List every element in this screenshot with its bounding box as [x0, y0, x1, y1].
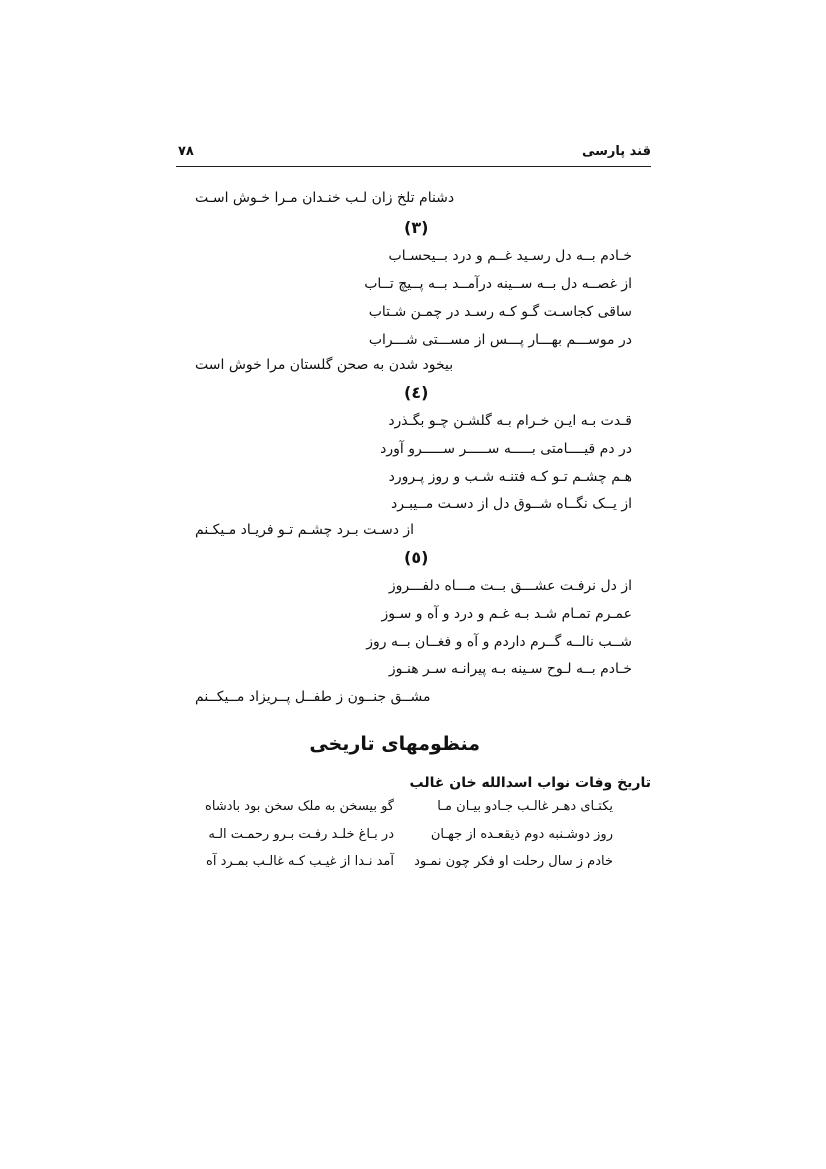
stanza-3-refrain: بیخود شدن به صحن گلستان مرا خوش است [195, 357, 454, 373]
stanza-5-line: از دل نرفـت عشـــق بــت مـــاه دلفـــروز [388, 578, 632, 594]
stanza-4-refrain: از دسـت بـرد چشـم تـو فریـاد مـیکـنم [195, 522, 415, 538]
stanza-number-4: (٤) [404, 383, 429, 402]
stanza-5-line: عمـرم تمـام شـد بـه غـم و درد و آه و سـوز [381, 606, 632, 622]
stanza-number-5: (٥) [404, 548, 429, 567]
stanza-4-line: در دم قیــــامتی بـــــه ســـــر ســـــرو آورد [380, 441, 632, 457]
header-rule [176, 166, 651, 167]
stanza-4-line: قـدت بـه ایـن خـرام بـه گلشـن چـو بگـذرد [388, 413, 632, 429]
stanza-4-line: هـم چشـم تـو کـه فتنـه شـب و روز پـرورد [388, 469, 632, 485]
stanza-5-refrain: مشــق جنــون ز طفــل پــریزاد مــیکــنم [195, 689, 431, 705]
poem-intro-line: دشنام تلخ زان لـب خنـدان مـرا خـوش اسـت [195, 190, 455, 206]
chronogram-right-hemistich: روز دوشـنبه دوم ذیقعـده از جهـان [430, 827, 613, 842]
chronogram-left-hemistich: آمد نـدا از غیـب کـه غالـب بمـرد آه [206, 854, 394, 869]
chronogram-left-hemistich: در بـاغ خلـد رفـت بـرو رحمـت الـه [208, 827, 394, 842]
section-title: منظومهای تاریخی [309, 733, 480, 755]
stanza-3-line: خـادم بــه دل رسـید غــم و درد بــیحسـاب [388, 248, 632, 264]
chronogram-left-hemistich: گو بیسخن به ملک سخن بود بادشاه [205, 799, 394, 814]
stanza-3-line: از غصــه دل بــه ســینه درآمــد بــه پــیچ تــاب [364, 276, 632, 292]
running-header-title: قند پارسی [581, 144, 651, 159]
stanza-3-line: ساقی کجاسـت گـو کـه رسـد در چمـن شـتاب [368, 304, 632, 320]
chronogram-right-hemistich: یکتـای دهـر غالـب جـادو بیـان مـا [437, 799, 613, 814]
stanza-number-3: (۳) [404, 218, 429, 237]
stanza-5-line: شــب نالــه گــرم داردم و آه و فغــان بــه روز [366, 634, 632, 650]
chronogram-heading: تاریخ وفات نواب اسدالله خان غالب [409, 775, 651, 791]
page-number: ۷۸ [178, 144, 194, 159]
stanza-5-line: خـادم بــه لـوح سـینه بـه پیرانـه سـر هنـوز [388, 661, 632, 677]
chronogram-right-hemistich: خادم ز سال رحلت او فکر چون نمـود [414, 854, 613, 869]
stanza-4-line: از یــک نگــاه شــوق دل از دسـت مــیبـرد [391, 496, 632, 512]
stanza-3-line: در موســـم بهـــار پـــس از مســـتی شـــراب [368, 332, 632, 348]
